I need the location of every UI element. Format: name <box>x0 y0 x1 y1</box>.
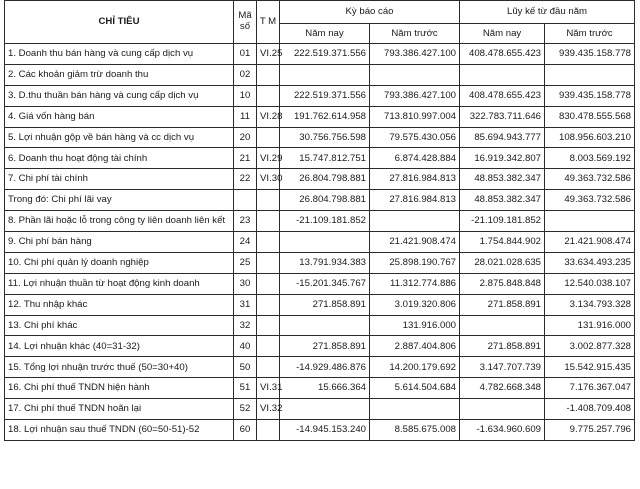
row-code: 31 <box>234 294 257 315</box>
row-lk-nam-truoc: 8.003.569.192 <box>545 148 635 169</box>
row-code: 20 <box>234 127 257 148</box>
row-lk-nam-nay: 48.853.382.347 <box>460 169 545 190</box>
row-label: Trong đó: Chi phí lãi vay <box>5 190 234 211</box>
row-kbc-nam-nay: -21.109.181.852 <box>280 211 370 232</box>
row-kbc-nam-nay <box>280 232 370 253</box>
row-kbc-nam-nay: 15.666.364 <box>280 378 370 399</box>
header-kbc-nam-nay: Năm nay <box>280 24 370 44</box>
row-kbc-nam-nay: 222.519.371.556 <box>280 85 370 106</box>
row-lk-nam-truoc: 3.134.793.328 <box>545 294 635 315</box>
row-kbc-nam-truoc: 5.614.504.684 <box>370 378 460 399</box>
row-lk-nam-truoc: 9.775.257.796 <box>545 420 635 441</box>
row-kbc-nam-truoc: 27.816.984.813 <box>370 190 460 211</box>
row-kbc-nam-nay: 271.858.891 <box>280 294 370 315</box>
row-note <box>257 336 280 357</box>
row-label: 15. Tổng lợi nhuận trước thuế (50=30+40) <box>5 357 234 378</box>
row-label: 11. Lợi nhuận thuần từ hoạt động kinh doanh <box>5 273 234 294</box>
row-lk-nam-truoc: 21.421.908.474 <box>545 232 635 253</box>
row-code: 11 <box>234 106 257 127</box>
row-kbc-nam-nay: 222.519.371.556 <box>280 44 370 65</box>
row-kbc-nam-truoc: 6.874.428.884 <box>370 148 460 169</box>
row-kbc-nam-truoc: 25.898.190.767 <box>370 252 460 273</box>
row-code: 21 <box>234 148 257 169</box>
row-kbc-nam-nay: 191.762.614.958 <box>280 106 370 127</box>
table-row <box>5 232 635 253</box>
row-lk-nam-nay: 408.478.655.423 <box>460 85 545 106</box>
row-note <box>257 357 280 378</box>
row-lk-nam-nay: 3.147.707.739 <box>460 357 545 378</box>
row-kbc-nam-truoc: 8.585.675.008 <box>370 420 460 441</box>
table-row <box>5 357 635 378</box>
row-note: VI.28 <box>257 106 280 127</box>
row-lk-nam-truoc: 49.363.732.586 <box>545 169 635 190</box>
row-lk-nam-truoc: -1.408.709.408 <box>545 399 635 420</box>
header-ky-bao-cao: Kỳ báo cáo <box>280 1 460 24</box>
row-lk-nam-nay: 271.858.891 <box>460 336 545 357</box>
table-row <box>5 399 635 420</box>
table-row <box>5 44 635 65</box>
row-note <box>257 85 280 106</box>
row-label: 8. Phần lãi hoặc lỗ trong công ty liên doanh liên kết <box>5 211 234 232</box>
table-row <box>5 148 635 169</box>
row-kbc-nam-truoc: 27.816.984.813 <box>370 169 460 190</box>
row-lk-nam-truoc: 939.435.158.778 <box>545 85 635 106</box>
row-kbc-nam-nay: 15.747.812.751 <box>280 148 370 169</box>
row-code: 52 <box>234 399 257 420</box>
row-kbc-nam-truoc: 3.019.320.806 <box>370 294 460 315</box>
row-kbc-nam-truoc <box>370 211 460 232</box>
row-lk-nam-truoc: 7.176.367.047 <box>545 378 635 399</box>
row-lk-nam-truoc: 12.540.038.107 <box>545 273 635 294</box>
row-label: 14. Lợi nhuận khác (40=31-32) <box>5 336 234 357</box>
row-lk-nam-truoc <box>545 211 635 232</box>
row-lk-nam-truoc: 49.363.732.586 <box>545 190 635 211</box>
table-row <box>5 378 635 399</box>
row-kbc-nam-nay: -15.201.345.767 <box>280 273 370 294</box>
row-lk-nam-nay: 28.021.028.635 <box>460 252 545 273</box>
row-kbc-nam-truoc: 2.887.404.806 <box>370 336 460 357</box>
table-row <box>5 211 635 232</box>
row-note: VI.31 <box>257 378 280 399</box>
row-note <box>257 190 280 211</box>
row-lk-nam-truoc: 33.634.493.235 <box>545 252 635 273</box>
header-chi-tieu: CHỈ TIÊU <box>5 1 234 44</box>
row-kbc-nam-nay: 271.858.891 <box>280 336 370 357</box>
row-kbc-nam-truoc: 14.200.179.692 <box>370 357 460 378</box>
table-row <box>5 64 635 85</box>
row-kbc-nam-truoc: 79.575.430.056 <box>370 127 460 148</box>
table-row <box>5 106 635 127</box>
row-kbc-nam-nay: 26.804.798.881 <box>280 190 370 211</box>
row-lk-nam-truoc: 15.542.915.435 <box>545 357 635 378</box>
row-kbc-nam-truoc <box>370 64 460 85</box>
row-label: 13. Chi phí khác <box>5 315 234 336</box>
header-thuyet-minh: T M <box>257 1 280 44</box>
row-note <box>257 315 280 336</box>
row-note <box>257 273 280 294</box>
row-code: 32 <box>234 315 257 336</box>
row-lk-nam-nay: -21.109.181.852 <box>460 211 545 232</box>
row-label: 12. Thu nhập khác <box>5 294 234 315</box>
row-kbc-nam-truoc: 131.916.000 <box>370 315 460 336</box>
row-kbc-nam-truoc: 793.386.427.100 <box>370 44 460 65</box>
row-kbc-nam-nay <box>280 315 370 336</box>
row-code: 23 <box>234 211 257 232</box>
row-code: 50 <box>234 357 257 378</box>
row-label: 18. Lợi nhuận sau thuế TNDN (60=50-51)-52 <box>5 420 234 441</box>
row-lk-nam-truoc: 3.002.877.328 <box>545 336 635 357</box>
row-code: 25 <box>234 252 257 273</box>
row-lk-nam-nay <box>460 315 545 336</box>
row-label: 6. Doanh thu hoạt động tài chính <box>5 148 234 169</box>
header-ma-so: Mã số <box>234 1 257 44</box>
row-kbc-nam-nay <box>280 399 370 420</box>
row-lk-nam-nay: 85.694.943.777 <box>460 127 545 148</box>
row-label: 4. Giá vốn hàng bán <box>5 106 234 127</box>
table-body <box>5 44 635 441</box>
row-lk-nam-nay: 271.858.891 <box>460 294 545 315</box>
table-row <box>5 336 635 357</box>
row-note <box>257 211 280 232</box>
row-code: 60 <box>234 420 257 441</box>
row-lk-nam-truoc: 108.956.603.210 <box>545 127 635 148</box>
row-kbc-nam-nay: 26.804.798.881 <box>280 169 370 190</box>
row-lk-nam-nay: 408.478.655.423 <box>460 44 545 65</box>
row-lk-nam-nay: -1.634.960.609 <box>460 420 545 441</box>
row-lk-nam-nay: 48.853.382.347 <box>460 190 545 211</box>
row-code: 30 <box>234 273 257 294</box>
row-lk-nam-truoc: 939.435.158.778 <box>545 44 635 65</box>
row-kbc-nam-nay: -14.945.153.240 <box>280 420 370 441</box>
row-lk-nam-truoc: 131.916.000 <box>545 315 635 336</box>
header-luy-ke: Lũy kế từ đầu năm <box>460 1 635 24</box>
row-lk-nam-truoc: 830.478.555.568 <box>545 106 635 127</box>
row-kbc-nam-truoc: 21.421.908.474 <box>370 232 460 253</box>
row-kbc-nam-truoc: 793.386.427.100 <box>370 85 460 106</box>
row-lk-nam-nay: 322.783.711.646 <box>460 106 545 127</box>
row-lk-nam-nay: 1.754.844.902 <box>460 232 545 253</box>
row-label: 10. Chi phí quản lý doanh nghiệp <box>5 252 234 273</box>
row-note <box>257 127 280 148</box>
table-row <box>5 190 635 211</box>
row-code: 24 <box>234 232 257 253</box>
table-row <box>5 294 635 315</box>
row-label: 16. Chi phí thuế TNDN hiện hành <box>5 378 234 399</box>
row-kbc-nam-truoc: 713.810.997.004 <box>370 106 460 127</box>
row-lk-nam-nay: 16.919.342.807 <box>460 148 545 169</box>
row-label: 7. Chi phí tài chính <box>5 169 234 190</box>
row-note: VI.25 <box>257 44 280 65</box>
row-lk-nam-nay <box>460 399 545 420</box>
row-label: 17. Chi phí thuế TNDN hoãn lại <box>5 399 234 420</box>
row-label: 3. D.thu thuần bán hàng và cung cấp dịch vụ <box>5 85 234 106</box>
row-lk-nam-nay <box>460 64 545 85</box>
row-note: VI.29 <box>257 148 280 169</box>
row-code: 51 <box>234 378 257 399</box>
row-label: 1. Doanh thu bán hàng và cung cấp dịch vụ <box>5 44 234 65</box>
row-code: 10 <box>234 85 257 106</box>
row-kbc-nam-truoc <box>370 399 460 420</box>
row-kbc-nam-nay: 13.791.934.383 <box>280 252 370 273</box>
row-code <box>234 190 257 211</box>
header-kbc-nam-truoc: Năm trước <box>370 24 460 44</box>
row-kbc-nam-nay: -14.929.486.876 <box>280 357 370 378</box>
row-code: 02 <box>234 64 257 85</box>
row-note <box>257 232 280 253</box>
row-code: 40 <box>234 336 257 357</box>
row-note <box>257 294 280 315</box>
table-row <box>5 169 635 190</box>
table-row <box>5 85 635 106</box>
row-note: VI.32 <box>257 399 280 420</box>
income-statement-table <box>4 0 635 441</box>
table-row <box>5 273 635 294</box>
table-row <box>5 127 635 148</box>
row-label: 9. Chi phí bán hàng <box>5 232 234 253</box>
table-row <box>5 315 635 336</box>
row-lk-nam-nay: 4.782.668.348 <box>460 378 545 399</box>
header-lk-nam-truoc: Năm trước <box>545 24 635 44</box>
row-note <box>257 64 280 85</box>
row-kbc-nam-nay: 30.756.756.598 <box>280 127 370 148</box>
row-kbc-nam-truoc: 11.312.774.886 <box>370 273 460 294</box>
row-label: 5. Lợi nhuận gộp về bán hàng và cc dịch vụ <box>5 127 234 148</box>
row-note: VI.30 <box>257 169 280 190</box>
row-lk-nam-nay: 2.875.848.848 <box>460 273 545 294</box>
row-code: 22 <box>234 169 257 190</box>
row-label: 2. Các khoản giảm trừ doanh thu <box>5 64 234 85</box>
row-lk-nam-truoc <box>545 64 635 85</box>
row-kbc-nam-nay <box>280 64 370 85</box>
table-row <box>5 252 635 273</box>
row-code: 01 <box>234 44 257 65</box>
header-lk-nam-nay: Năm nay <box>460 24 545 44</box>
table-row <box>5 420 635 441</box>
row-note <box>257 252 280 273</box>
row-note <box>257 420 280 441</box>
